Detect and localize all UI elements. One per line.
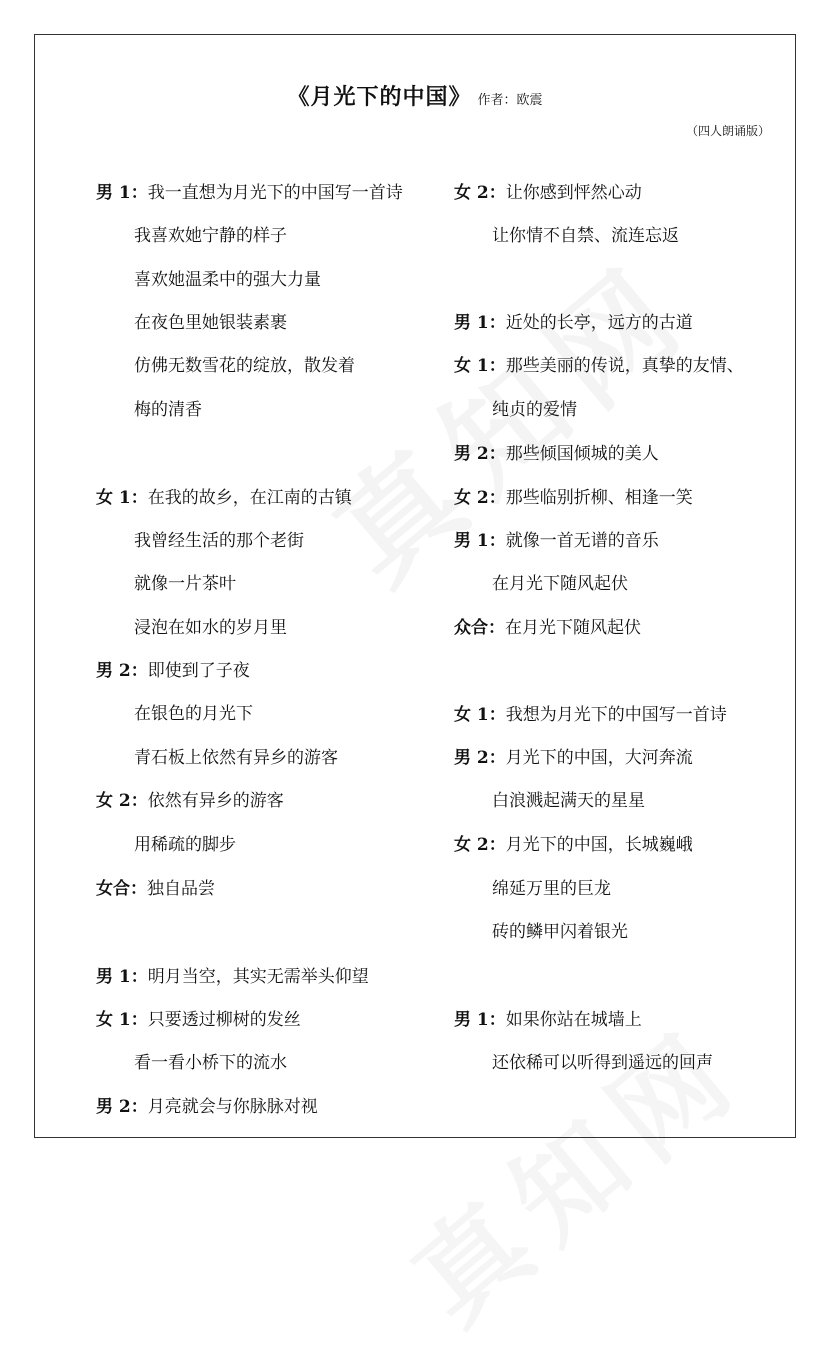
speaker-label: 女 2： — [454, 488, 506, 508]
verse-text: 近处的长亭，远方的古道 — [505, 313, 693, 333]
verse-text: 我一直想为月光下的中国写一首诗 — [147, 183, 403, 203]
verse-text: 月光下的中国，大河奔流 — [505, 748, 693, 768]
right-line — [454, 617, 641, 639]
verse-text: 如果你站在城墙上 — [505, 1010, 642, 1030]
speaker-label: 女 2： — [96, 791, 148, 811]
verse-text: 砖的鳞甲闪着银光 — [492, 922, 628, 942]
speaker-label: 男 1： — [454, 531, 506, 551]
speaker-label: 女 1： — [454, 356, 506, 376]
speaker-label: 女 2： — [454, 835, 506, 855]
right-line — [454, 355, 744, 377]
verse-text: 在银色的月光下 — [134, 704, 253, 724]
right-line — [454, 312, 693, 334]
verse-text: 在夜色里她银装素裹 — [134, 313, 287, 333]
left-line — [134, 225, 287, 247]
verse-text: 用稀疏的脚步 — [134, 835, 236, 855]
verse-text: 我想为月光下的中国写一首诗 — [505, 705, 727, 725]
verse-text: 明月当空，其实无需举头仰望 — [147, 967, 369, 987]
verse-text: 依然有异乡的游客 — [147, 791, 284, 811]
verse-text: 独自品尝 — [147, 879, 215, 899]
speaker-label: 男 1： — [454, 313, 506, 333]
verse-text: 还依稀可以听得到遥远的回声 — [492, 1053, 713, 1073]
speaker-label: 男 1： — [96, 967, 148, 987]
verse-text: 纯贞的爱情 — [492, 400, 577, 420]
right-line — [454, 1009, 642, 1031]
speaker-label: 女 1： — [96, 488, 148, 508]
verse-text: 就像一首无谱的音乐 — [505, 531, 659, 551]
right-line — [454, 747, 693, 769]
verse-text: 在月光下随风起伏 — [505, 618, 641, 638]
left-line — [96, 487, 352, 509]
left-line — [134, 573, 236, 595]
author: 作者：欧震 — [477, 93, 543, 108]
verse-text: 我曾经生活的那个老街 — [134, 531, 304, 551]
left-line — [134, 355, 355, 377]
left-line — [134, 617, 287, 639]
left-line — [96, 966, 369, 988]
verse-text: 只要透过柳树的发丝 — [147, 1010, 301, 1030]
subtitle: （四人朗诵版） — [685, 124, 770, 138]
left-line — [96, 1096, 318, 1118]
speaker-label: 众合： — [454, 618, 505, 638]
speaker-label: 男 2： — [96, 661, 148, 681]
verse-text: 浸泡在如水的岁月里 — [134, 618, 287, 638]
verse-text: 在月光下随风起伏 — [492, 574, 628, 594]
speaker-label: 男 1： — [454, 1010, 506, 1030]
left-line — [96, 790, 284, 812]
right-line — [454, 182, 642, 204]
verse-text: 我喜欢她宁静的样子 — [134, 226, 287, 246]
speaker-label: 女合： — [96, 879, 147, 899]
right-line — [492, 573, 628, 595]
verse-text: 喜欢她温柔中的强大力量 — [134, 270, 321, 290]
left-line — [134, 1052, 287, 1074]
left-line — [96, 1009, 301, 1031]
right-line — [492, 399, 577, 421]
right-line — [492, 790, 645, 812]
verse-text: 仿佛无数雪花的绽放，散发着 — [134, 356, 355, 376]
page-title: 《月光下的中国》 — [287, 84, 472, 110]
verse-text: 让你感到怦然心动 — [505, 183, 642, 203]
verse-text: 让你情不自禁、流连忘返 — [492, 226, 679, 246]
left-line — [134, 703, 253, 725]
speaker-label: 男 2： — [454, 748, 506, 768]
verse-text: 青石板上依然有异乡的游客 — [134, 748, 338, 768]
left-line — [134, 834, 236, 856]
left-line — [134, 747, 338, 769]
left-line — [96, 660, 250, 682]
left-line — [134, 269, 321, 291]
verse-text: 即使到了子夜 — [147, 661, 250, 681]
speaker-label: 女 1： — [96, 1010, 148, 1030]
verse-text: 就像一片茶叶 — [134, 574, 236, 594]
right-line — [454, 704, 727, 726]
speaker-label: 女 2： — [454, 183, 506, 203]
right-line — [492, 921, 628, 943]
right-line — [454, 487, 693, 509]
right-line — [492, 1052, 713, 1074]
verse-text: 那些临别折柳、相逢一笑 — [505, 488, 693, 508]
left-line — [134, 399, 202, 421]
right-line — [492, 225, 679, 247]
right-line — [454, 443, 659, 465]
verse-text: 那些倾国倾城的美人 — [505, 444, 659, 464]
right-line — [492, 878, 611, 900]
verse-text: 看一看小桥下的流水 — [134, 1053, 287, 1073]
left-line — [96, 182, 403, 204]
verse-text: 那些美丽的传说，真挚的友情、 — [505, 356, 744, 376]
verse-text: 月亮就会与你脉脉对视 — [147, 1097, 318, 1117]
verse-text: 在我的故乡，在江南的古镇 — [147, 488, 352, 508]
speaker-label: 男 2： — [96, 1097, 148, 1117]
title-row — [0, 80, 830, 111]
speaker-label: 女 1： — [454, 705, 506, 725]
verse-text: 白浪溅起满天的星星 — [492, 791, 645, 811]
speaker-label: 男 2： — [454, 444, 506, 464]
verse-text: 绵延万里的巨龙 — [492, 879, 611, 899]
right-line — [454, 530, 659, 552]
left-line — [134, 312, 287, 334]
left-line — [134, 530, 304, 552]
right-line — [454, 834, 693, 856]
left-line — [96, 878, 215, 900]
speaker-label: 男 1： — [96, 183, 148, 203]
verse-text: 月光下的中国，长城巍峨 — [505, 835, 693, 855]
verse-text: 梅的清香 — [134, 400, 202, 420]
